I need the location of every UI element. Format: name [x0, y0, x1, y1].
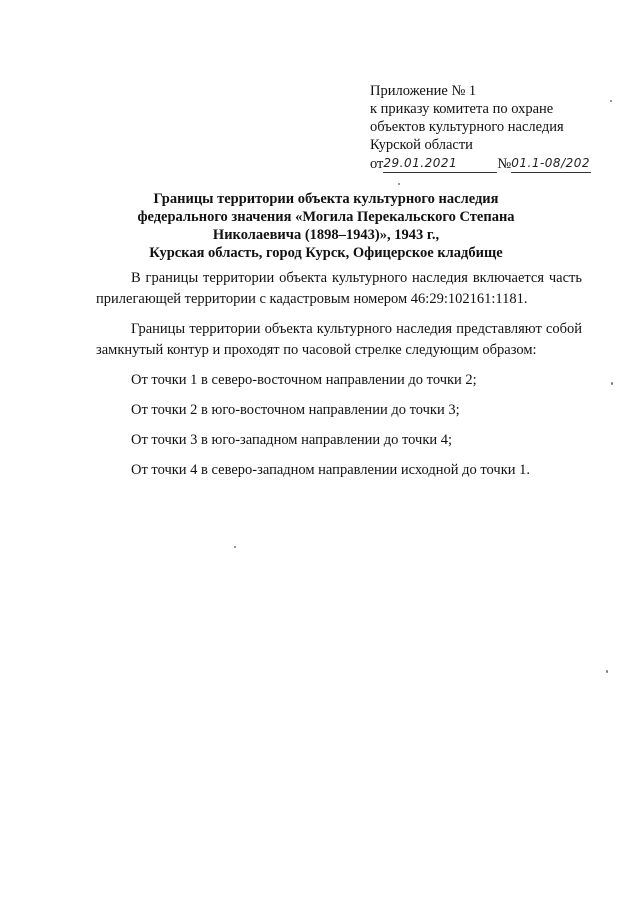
annex-line-1: Приложение № 1: [370, 83, 477, 99]
boundary-item-4: От точки 4 в северо-западном направлении исходной до точки 1.: [131, 462, 531, 478]
scan-speck: [398, 183, 400, 185]
date-underline-gap: [461, 172, 497, 173]
boundary-item-2: От точки 2 в юго-восточном направлении до точки 3;: [131, 402, 460, 418]
scan-speck: [610, 100, 612, 102]
document-title: [96, 190, 556, 262]
annex-line-4: Курской области: [370, 137, 473, 153]
title-line-1: Границы территории объекта культурного наследия: [153, 191, 499, 207]
annex-line-3: объектов культурного наследия: [370, 119, 564, 135]
title-line-4: Курская область, город Курск, Офицерское кладбище: [149, 245, 503, 261]
title-line-2: федерального значения «Могила Перекальского Степана: [137, 209, 515, 225]
date-prefix: от: [370, 156, 384, 172]
paragraph-included-territory: В границы территории объекта культурного наследия включается часть прилегающей территории с кадастровым номером 46:29:102161:1181.: [96, 270, 582, 307]
date-fill: [383, 154, 461, 173]
number-fill: [511, 154, 591, 173]
annex-date-number-line: [370, 154, 620, 173]
document-body: [96, 268, 582, 490]
scan-speck: [234, 546, 236, 548]
annex-header: [370, 82, 620, 173]
date-handwritten: 29.01.2021: [383, 156, 458, 170]
boundary-item-1: От точки 1 в северо-восточном направлении до точки 2;: [131, 372, 477, 388]
annex-line-2: к приказу комитета по охране: [370, 101, 554, 117]
boundary-item-3: От точки 3 в юго-западном направлении до точки 4;: [131, 432, 453, 448]
title-line-3: Николаевича (1898–1943)», 1943 г.,: [212, 227, 440, 243]
paragraph-boundary-description: Границы территории объекта культурного наследия представляют собой замкнутый контур и проходят по часовой стрелке следующим образом:: [96, 321, 582, 358]
number-handwritten: 01.1-08/202: [511, 156, 591, 170]
number-prefix: №: [497, 156, 512, 172]
scan-speck: [611, 382, 613, 385]
scan-speck: [606, 670, 608, 673]
